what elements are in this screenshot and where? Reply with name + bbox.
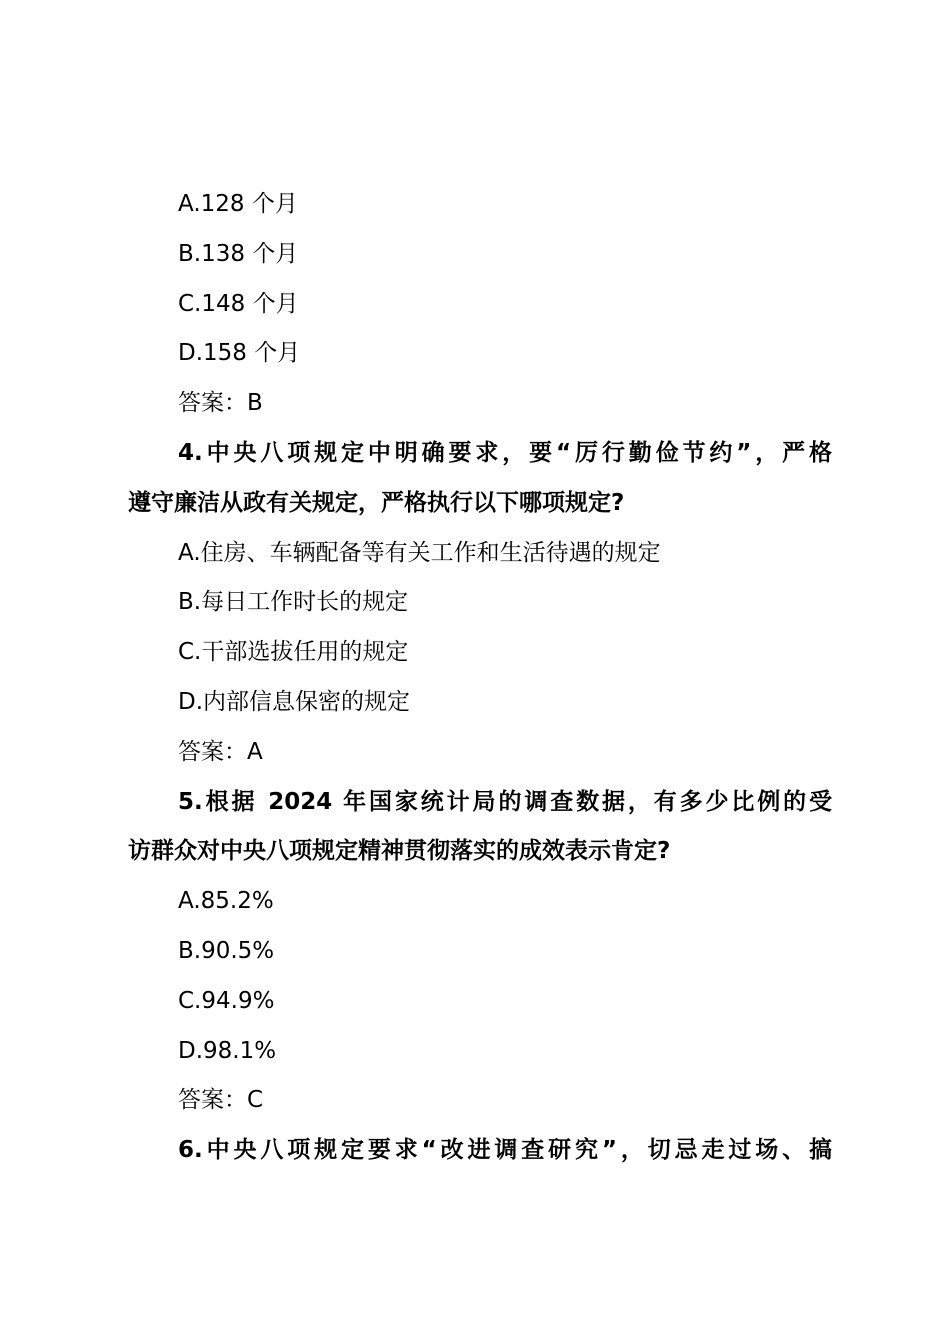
answer-line: 答案：C [178,1087,264,1114]
option-b: B.138 个月 [178,240,299,267]
answer-line: 答案：A [178,738,263,765]
option-b: B.每日工作时长的规定 [178,589,409,616]
option-c: C.干部选拔任用的规定 [178,639,409,666]
option-a: A.128 个月 [178,191,298,217]
option-c: C.148 个月 [178,290,299,317]
option-d: D.内部信息保密的规定 [178,688,411,715]
option-b: B.90.5% [178,937,275,964]
answer-line: 答案：B [178,390,263,417]
document-body [128,180,832,1176]
option-d: D.98.1% [178,1037,277,1064]
question-4-line-2: 遵守廉洁从政有关规定，严格执行以下哪项规定? [128,489,625,516]
option-c: C.94.9% [178,987,275,1014]
question-4-line-1: 4.中央八项规定中明确要求，要“厉行勤俭节约”，严格 [178,439,832,466]
question-6-line-1: 6.中央八项规定要求“改进调查研究”，切忌走过场、搞 [178,1137,832,1164]
question-5-line-1: 5.根据 2024 年国家统计局的调查数据，有多少比例的受 [178,788,832,815]
option-a: A.住房、车辆配备等有关工作和生活待遇的规定 [178,539,661,566]
option-d: D.158 个月 [178,340,301,367]
option-a: A.85.2% [178,888,274,915]
question-5-line-2: 访群众对中央八项规定精神贯彻落实的成效表示肯定? [128,838,671,865]
